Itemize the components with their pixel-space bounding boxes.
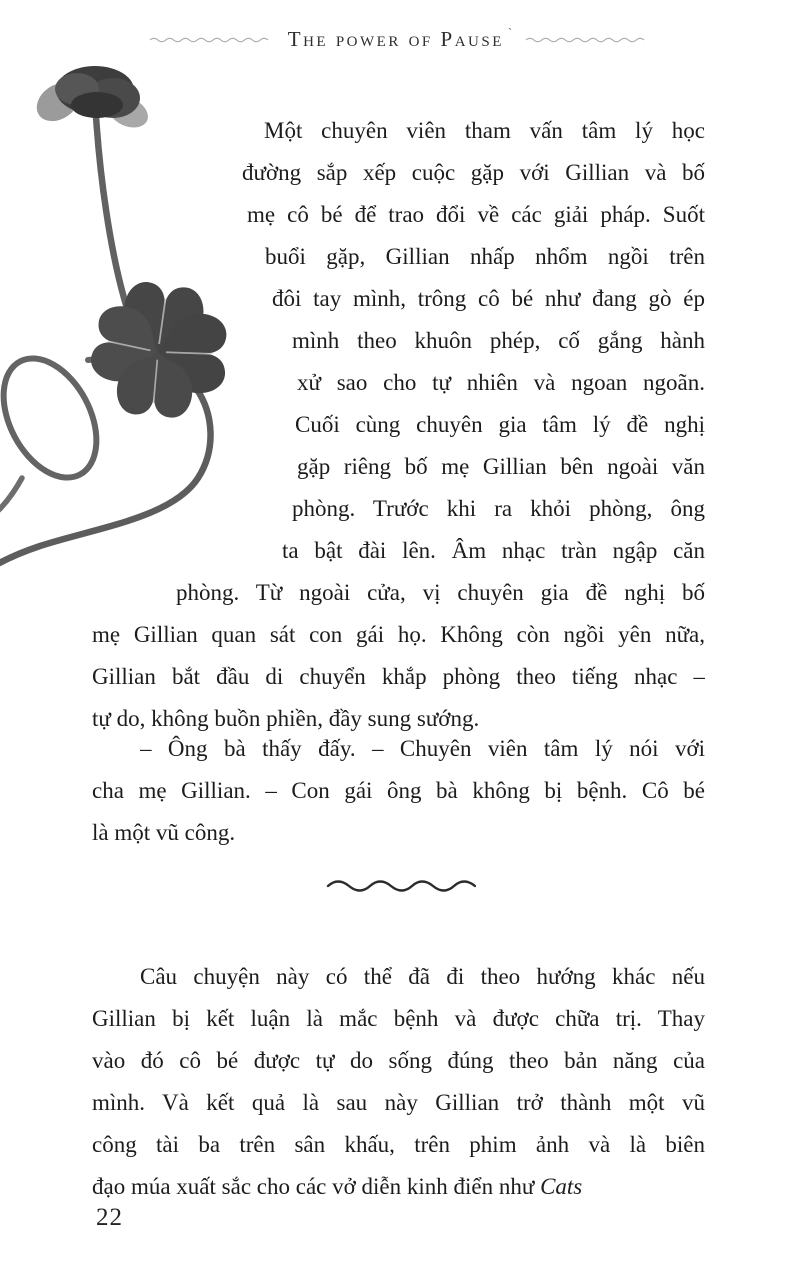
text-line: ta bật đài lên. Âm nhạc tràn ngập căn	[282, 538, 705, 563]
text-line: công tài ba trên sân khấu, trên phim ảnh và là biên	[92, 1132, 705, 1157]
header-squiggle-right-icon	[524, 35, 652, 43]
header-squiggle-left-icon	[148, 35, 276, 43]
text-line: Câu chuyện này có thể đã đi theo hướng khác nếu	[140, 964, 705, 989]
text-line: cha mẹ Gillian. – Con gái ông bà không bị bệnh. Cô bé	[92, 778, 705, 803]
text-line: – Ông bà thấy đấy. – Chuyên viên tâm lý nói với	[140, 736, 705, 761]
text-line: Một chuyên viên tham vấn tâm lý học	[264, 118, 705, 143]
text-line: buổi gặp, Gillian nhấp nhổm ngồi trên	[265, 244, 705, 269]
paragraph-1	[92, 110, 705, 740]
page-title: The power of Pause	[287, 26, 504, 51]
text-line: gặp riêng bố mẹ Gillian bên ngoài văn	[297, 454, 705, 479]
print-mark: `	[507, 25, 513, 40]
text-line: tự do, không buồn phiền, đầy sung sướng.	[92, 706, 480, 731]
text-line: xử sao cho tự nhiên và ngoan ngoãn.	[297, 370, 705, 395]
text-line: vào đó cô bé được tự do sống đúng theo bản năng của	[92, 1048, 705, 1073]
paragraph-3	[92, 956, 705, 1208]
text-line: đôi tay mình, trông cô bé như đang gò ép	[272, 286, 705, 311]
page-header	[0, 24, 800, 54]
text-line: Gillian bị kết luận là mắc bệnh và được chữa trị. Thay	[92, 1006, 705, 1031]
text-line: Cuối cùng chuyên gia tâm lý đề nghị	[295, 412, 705, 437]
text-run: đạo múa xuất sắc cho các vở diễn kinh điển như	[92, 1174, 541, 1199]
section-divider-squiggle-icon	[324, 876, 476, 892]
text-line: phòng. Từ ngoài cửa, vị chuyên gia đề nghị bố	[176, 580, 705, 605]
text-line: mình. Và kết quả là sau này Gillian trở thành một vũ	[92, 1090, 705, 1115]
text-line: Gillian bắt đầu di chuyển khắp phòng theo tiếng nhạc –	[92, 664, 705, 689]
text-line: mình theo khuôn phép, cố gắng hành	[292, 328, 705, 353]
text-line: đường sắp xếp cuộc gặp với Gillian và bố	[242, 160, 705, 185]
text-line: mẹ Gillian quan sát con gái họ. Không còn ngồi yên nữa,	[92, 622, 705, 647]
page-number: 22	[96, 1204, 123, 1231]
text-line	[92, 1166, 705, 1208]
paragraph-2	[92, 728, 705, 854]
book-title-italic: Cats	[540, 1174, 583, 1199]
text-line: là một vũ công.	[92, 820, 236, 845]
text-line: phòng. Trước khi ra khỏi phòng, ông	[292, 496, 705, 521]
text-line: mẹ cô bé để trao đổi về các giải pháp. Suốt	[247, 202, 705, 227]
